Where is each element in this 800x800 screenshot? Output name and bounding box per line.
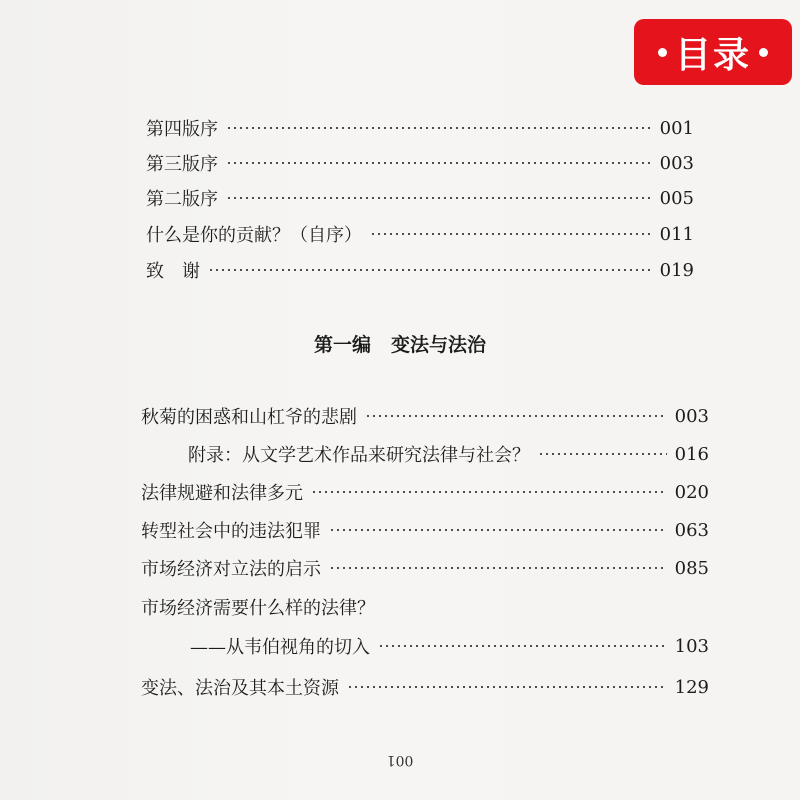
leader-dots — [347, 686, 667, 688]
toc-entry-subtitle[interactable] — [190, 632, 709, 660]
part-number: 第一编 — [313, 334, 371, 356]
toc-entry-preface-2[interactable] — [146, 184, 694, 212]
leader-dots — [226, 197, 652, 199]
part-heading — [0, 330, 800, 357]
toc-entry-page: 005 — [659, 187, 694, 209]
toc-entry-title: 第三版序 — [146, 154, 218, 175]
toc-entry-page: 001 — [659, 117, 694, 139]
toc-entry-appendix[interactable] — [188, 440, 709, 468]
toc-entry-title: 市场经济对立法的启示 — [141, 559, 321, 580]
toc-entry-title: 转型社会中的违法犯罪 — [141, 521, 321, 542]
toc-entry-page: 129 — [674, 676, 709, 698]
leader-dots — [370, 233, 652, 235]
toc-entry-title: 秋菊的困惑和山杠爷的悲剧 — [141, 407, 357, 428]
toc-badge — [634, 19, 792, 85]
toc-entry-title: 什么是你的贡献？（自序） — [146, 225, 362, 246]
toc-entry-chapter[interactable] — [141, 516, 709, 544]
toc-entry-acknowledgements[interactable] — [146, 256, 694, 284]
toc-entry-title: 第二版序 — [146, 189, 218, 210]
toc-entry-title: 附录：从文学艺术作品来研究法律与社会？ — [188, 445, 530, 466]
leader-dots — [365, 415, 667, 417]
toc-entry-chapter[interactable] — [141, 554, 709, 582]
badge-dot-right — [759, 48, 768, 57]
badge-dot-left — [658, 48, 667, 57]
leader-dots — [538, 453, 667, 455]
part-name: 变法与法治 — [391, 334, 487, 356]
toc-entry-author-preface[interactable] — [146, 220, 694, 248]
toc-entry-title: 法律规避和法律多元 — [141, 483, 303, 504]
toc-entry-chapter[interactable] — [141, 673, 709, 701]
toc-entry-preface-3[interactable] — [146, 149, 694, 177]
leader-dots — [329, 529, 667, 531]
toc-entry-page: 063 — [674, 519, 709, 541]
toc-entry-page: 003 — [659, 152, 694, 174]
toc-entry-preface-4[interactable] — [146, 114, 694, 142]
toc-entry-page: 020 — [674, 481, 709, 503]
toc-entry-page: 085 — [674, 557, 709, 579]
toc-entry-title: 第四版序 — [146, 119, 218, 140]
leader-dots — [311, 491, 667, 493]
toc-entry-page: 011 — [659, 223, 694, 245]
toc-entry-chapter[interactable] — [141, 478, 709, 506]
page-number: 001 — [386, 752, 414, 768]
leader-dots — [208, 269, 652, 271]
toc-entry-page: 016 — [674, 443, 709, 465]
toc-entry-chapter-title-line[interactable] — [141, 593, 375, 621]
toc-entry-title: 致 谢 — [146, 261, 200, 282]
toc-entry-page: 003 — [674, 405, 709, 427]
leader-dots — [378, 645, 667, 647]
toc-entry-chapter[interactable] — [141, 402, 709, 430]
toc-entry-page: 103 — [674, 635, 709, 657]
toc-entry-title: 变法、法治及其本土资源 — [141, 678, 339, 699]
toc-entry-page: 019 — [659, 259, 694, 281]
toc-entry-title: ——从韦伯视角的切入 — [190, 637, 370, 658]
leader-dots — [226, 127, 652, 129]
leader-dots — [226, 162, 652, 164]
leader-dots — [329, 567, 667, 569]
badge-label: 目录 — [674, 34, 751, 76]
toc-entry-title: 市场经济需要什么样的法律？ — [141, 598, 375, 619]
